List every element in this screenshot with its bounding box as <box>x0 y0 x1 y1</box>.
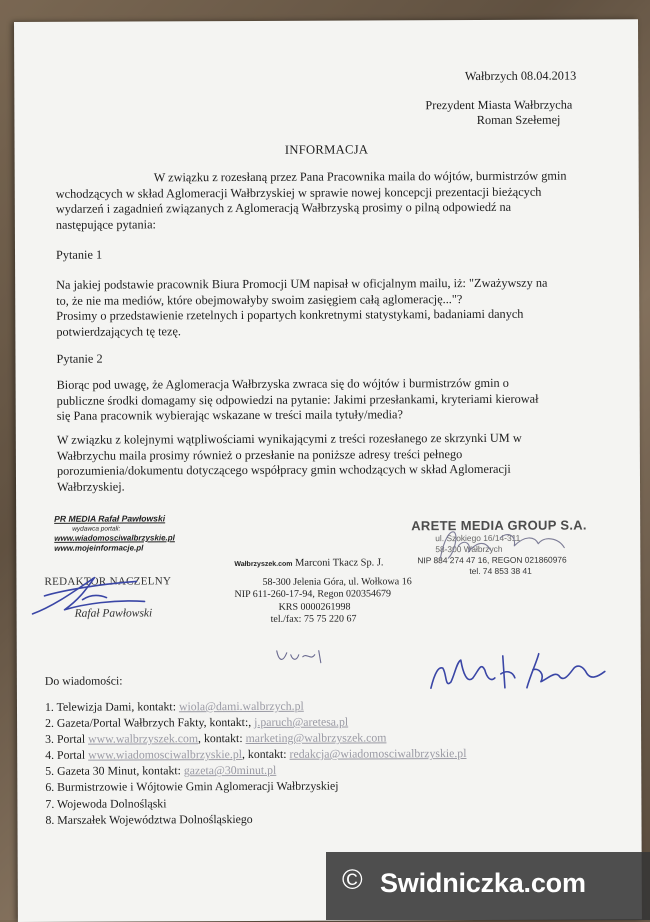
closing-line: porozumienia/dokumentu dotyczącego współpracy gmin wchodzących w skład Aglomeracji <box>56 461 511 478</box>
question-2-heading: Pytanie 2 <box>56 351 103 366</box>
arete-address: ul. Szokiego 16/14-311 <box>435 532 521 544</box>
marconi-krs: KRS 0000261998 <box>278 601 351 613</box>
cc-item-text: 8. Marszałek Województwa Dolnośląskiego <box>45 811 253 827</box>
marconi-brand: Wałbrzyszek.com <box>234 560 293 569</box>
cc-email-link[interactable]: gazeta@30minut.pl <box>183 763 277 778</box>
closing-line: W związku z kolejnymi wątpliwościami wynikającymi z treści rozesłanego ze skrzynki UM w <box>56 430 522 447</box>
q2-line: się Pana pracownik wybierając wskazane w treści maila tytuły/media? <box>56 407 403 423</box>
intro-line: wydarzeń i zagadnień związanych z Aglomeracją Wałbrzyską prosimy o pilną odpowiedź na <box>55 199 512 216</box>
cc-item-text: 6. Burmistrzowie i Wójtowie Gmin Aglomeracji Wałbrzyskiej <box>45 779 339 795</box>
intro-line: W związku z rozesłaną przez Pana Pracownika maila do wójtów, burmistrzów gmin <box>153 168 567 185</box>
cc-item-text: 3. Portal <box>45 731 89 747</box>
cc-list <box>45 696 606 827</box>
cc-item <box>45 809 605 828</box>
closing-line: Wałbrzychu maila prosimy również o przesłanie na poniższe adresy treści pełnego <box>56 446 463 463</box>
cc-website-link[interactable]: www.walbrzyszek.com <box>88 731 199 746</box>
cc-email-link[interactable]: redakcja@wiadomosciwalbrzyskie.pl <box>289 746 467 762</box>
redaktor-signature <box>24 569 174 622</box>
cc-item-text: 7. Wojewoda Dolnośląski <box>45 795 167 811</box>
arete-name: ARETE MEDIA GROUP S.A. <box>411 517 587 534</box>
q1-line: Na jakiej podstawie pracownik Biura Promocji UM napisał w oficjalnym mailu, iż: "Zważywszy na <box>56 275 548 292</box>
cc-website-link[interactable]: www.wiadomosciwalbrzyskie.pl <box>88 747 243 762</box>
arete-signature <box>434 526 574 567</box>
recipient-line-2: Roman Szełemej <box>476 112 561 127</box>
cc-email-link[interactable]: j.paruch@aretesa.pl <box>254 714 349 730</box>
marconi-company: Marconi Tkacz Sp. J. <box>295 557 384 569</box>
pr-media-stamp <box>54 514 175 553</box>
cc-item-text: 4. Portal <box>45 747 89 763</box>
pr-media-website-2: www.mojeinformacje.pl <box>54 542 144 553</box>
q1-line: Prosimy o przedstawienie rzetelnych i popartych konkretnymi statystykami, badaniami danych <box>56 306 524 323</box>
letter-page <box>14 19 642 922</box>
redaktor-title: REDAKTOR NACZELNY <box>44 575 172 588</box>
marconi-initials <box>275 647 335 667</box>
intro-paragraph <box>56 168 596 232</box>
arete-tel: tel. 74 853 38 41 <box>469 565 532 577</box>
cc-heading: Do wiadomości: <box>44 673 123 688</box>
recipient-line-1: Prezydent Miasta Wałbrzycha <box>425 97 573 113</box>
arete-nip: NIP 884 274 47 16, REGON 021860976 <box>417 554 567 566</box>
marconi-tel: tel./fax: 75 75 220 67 <box>270 613 357 625</box>
q2-line: Biorąc pod uwagę, że Aglomeracja Wałbrzyska zwraca się do wójtów i burmistrzów gmin o <box>56 375 509 392</box>
closing-line: Wałbrzyskiej. <box>56 479 125 494</box>
redaktor-name: Rafał Pawłowski <box>74 607 153 620</box>
pr-media-name: PR MEDIA Rafał Pawłowski <box>54 513 166 524</box>
cc-item-text: 1. Telewizja Dami, kontakt: <box>44 699 179 714</box>
copyright-icon: © <box>342 864 363 895</box>
cc-item-text: 2. Gazeta/Portal Wałbrzych Fakty, kontakt:, <box>45 715 255 730</box>
arete-city: 58-300 Wałbrzych <box>435 543 503 555</box>
q1-line: to, że nie ma mediów, które obejmowałyby swoim zasięgiem całą aglomerację..."? <box>56 291 463 308</box>
marconi-header <box>234 557 411 571</box>
cc-email-link[interactable]: marketing@walbrzyszek.com <box>245 730 387 746</box>
question-1-heading: Pytanie 1 <box>55 247 103 262</box>
pr-media-website-1: www.wiadomosciwalbrzyskie.pl <box>54 533 175 543</box>
closing-paragraph <box>57 430 597 494</box>
watermark-text: Swidniczka.com <box>380 868 586 898</box>
question-1-body <box>56 275 596 339</box>
q2-line: publiczne środki domagamy się odpowiedzi na pytanie: Jakimi przesłankami, kryteriami kierował <box>56 391 539 408</box>
q1-line: potwierdzających tę tezę. <box>56 323 181 339</box>
intro-line: następujące pytania: <box>55 216 156 232</box>
cc-email-link[interactable]: wiola@dami.walbrzych.pl <box>178 698 304 714</box>
intro-line: wchodzących w skład Aglomeracji Wałbrzyskiej w sprawie nowej koncepcji prezentacji bieżących <box>55 184 542 201</box>
cc-item-mid: , kontakt: <box>198 731 246 746</box>
cc-item-text: 5. Gazeta 30 Minut, kontakt: <box>45 763 184 779</box>
marconi-nip: NIP 611-260-17-94, Regon 020354679 <box>234 588 392 601</box>
place-date: Wałbrzych 08.04.2013 <box>464 68 577 84</box>
cc-item-mid: , kontakt: <box>241 747 290 762</box>
pr-media-subtitle: wydawca portali: <box>72 525 121 533</box>
question-2-body <box>57 375 597 424</box>
document-title: INFORMACJA <box>284 142 369 157</box>
marconi-address: 58-300 Jelenia Góra, ul. Wołkowa 16 <box>262 576 412 589</box>
marconi-stamp <box>234 557 412 626</box>
